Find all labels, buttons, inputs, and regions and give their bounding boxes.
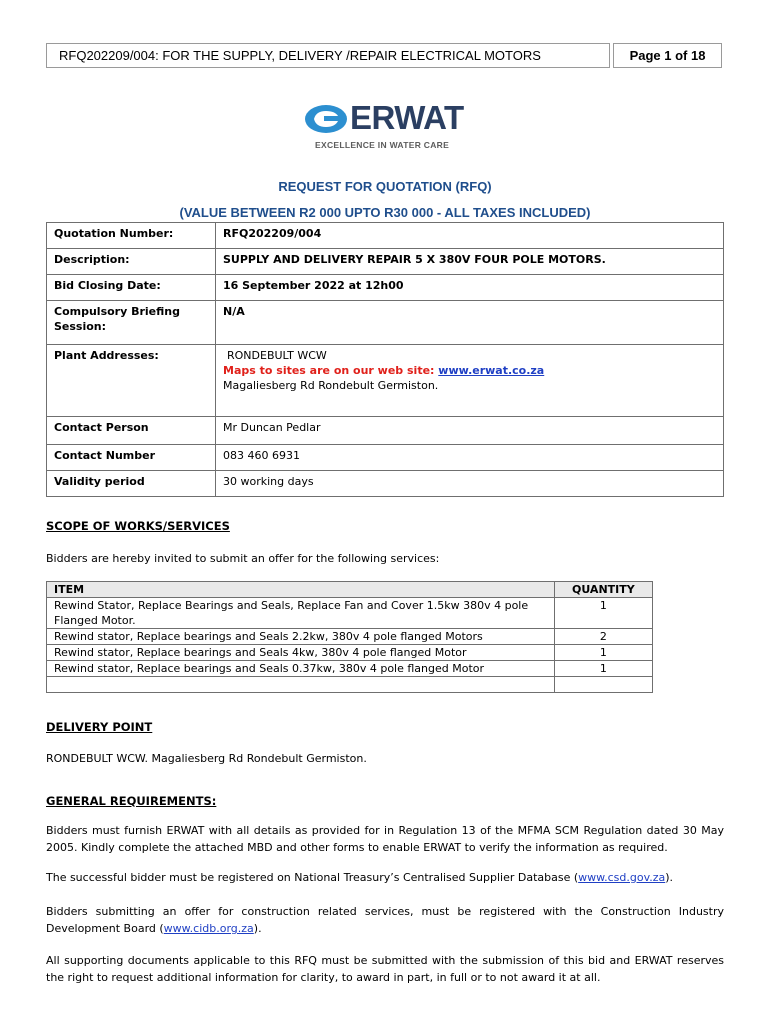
rfq-info-table: [46, 222, 724, 497]
briefing-label-line2: Session:: [54, 320, 107, 333]
description-value: SUPPLY AND DELIVERY REPAIR 5 X 380V FOUR POLE MOTORS.: [216, 249, 724, 275]
plant-name: RONDEBULT WCW: [227, 349, 327, 362]
table-row: [47, 345, 724, 417]
general-paragraph-1: Bidders must furnish ERWAT with all details as provided for in Regulation 13 of the MFMA SCM Regulation dated 30 May 2005. Kindly complete the attached MBD and other forms to enable ERWAT to verify the information as required.: [46, 824, 724, 854]
table-header-row: [47, 582, 653, 598]
item-description: Rewind stator, Replace bearings and Seals 2.2kw, 380v 4 pole flanged Motors: [47, 629, 555, 645]
briefing-label: [47, 301, 216, 345]
delivery-text: RONDEBULT WCW. Magaliesberg Rd Rondebult Germiston.: [46, 752, 367, 765]
plant-maps-text: Maps to sites are on our web site:: [223, 364, 439, 377]
table-row: [47, 645, 653, 661]
csd-link[interactable]: www.csd.gov.za: [578, 871, 666, 884]
erwat-website-link[interactable]: www.erwat.co.za: [438, 364, 545, 377]
table-row-empty: [47, 677, 653, 693]
delivery-heading: DELIVERY POINT: [46, 720, 153, 734]
plant-maps-line: [223, 364, 716, 377]
quotation-number-value: RFQ202209/004: [216, 223, 724, 249]
item-description: Rewind stator, Replace bearings and Seals 0.37kw, 380v 4 pole flanged Motor: [47, 661, 555, 677]
briefing-label-line1: Compulsory Briefing: [54, 305, 180, 318]
general-paragraph-3: [46, 903, 724, 937]
table-row: [47, 417, 724, 445]
item-column-header: ITEM: [47, 582, 555, 598]
cidb-link[interactable]: www.cidb.org.za: [163, 922, 254, 935]
item-description-line: Flanged Motor.: [54, 614, 136, 627]
item-quantity: 1: [554, 598, 652, 629]
document-header: [46, 43, 722, 68]
briefing-value: N/A: [216, 301, 724, 345]
bid-closing-label: Bid Closing Date:: [47, 275, 216, 301]
item-quantity: 1: [554, 645, 652, 661]
item-description-empty: [47, 677, 555, 693]
contact-person-label: Contact Person: [47, 417, 216, 445]
item-quantity: 1: [554, 661, 652, 677]
validity-label: Validity period: [47, 471, 216, 497]
rfq-value-range: (VALUE BETWEEN R2 000 UPTO R30 000 - ALL TAXES INCLUDED): [179, 205, 591, 220]
plant-value: [216, 345, 724, 417]
table-row: [47, 445, 724, 471]
table-row: [47, 249, 724, 275]
paragraph-text: ).: [665, 871, 674, 884]
paragraph-text: The successful bidder must be registered on National Treasury’s Centralised Supplier Database (: [46, 871, 579, 884]
items-table: [46, 581, 653, 693]
validity-value: 30 working days: [216, 471, 724, 497]
bid-closing-value: 16 September 2022 at 12h00: [216, 275, 724, 301]
erwat-logo: [304, 101, 466, 151]
table-row: [47, 629, 653, 645]
logo-wordmark: ERWAT: [350, 99, 464, 136]
erwat-mark-icon: [304, 104, 348, 134]
table-row: [47, 661, 653, 677]
contact-number-label: Contact Number: [47, 445, 216, 471]
general-paragraph-4: All supporting documents applicable to this RFQ must be submitted with the submission of this bid and ERWAT reserves the right to request additional information for clarity, to award in part, in full or to not award it at all.: [46, 954, 724, 984]
item-description-line: Rewind Stator, Replace Bearings and Seals, Replace Fan and Cover 1.5kw 380v 4 pole: [54, 599, 529, 612]
description-label: Description:: [47, 249, 216, 275]
scope-intro: Bidders are hereby invited to submit an offer for the following services:: [46, 552, 440, 565]
contact-person-value: Mr Duncan Pedlar: [216, 417, 724, 445]
paragraph-text: ).: [253, 922, 262, 935]
scope-heading: SCOPE OF WORKS/SERVICES: [46, 519, 230, 533]
page-number: Page 1 of 18: [613, 43, 722, 68]
quantity-column-header: QUANTITY: [554, 582, 652, 598]
plant-label: Plant Addresses:: [47, 345, 216, 417]
table-row: [47, 471, 724, 497]
general-paragraph-2: [46, 869, 724, 886]
logo-tagline: EXCELLENCE IN WATER CARE: [315, 140, 450, 150]
contact-number-value: 083 460 6931: [216, 445, 724, 471]
plant-address: Magaliesberg Rd Rondebult Germiston.: [223, 379, 439, 392]
table-row: [47, 223, 724, 249]
item-description: [47, 598, 555, 629]
item-quantity: 2: [554, 629, 652, 645]
rfq-title: REQUEST FOR QUOTATION (RFQ): [278, 179, 492, 194]
header-title: RFQ202209/004: FOR THE SUPPLY, DELIVERY /REPAIR ELECTRICAL MOTORS: [46, 43, 610, 68]
general-heading: GENERAL REQUIREMENTS:: [46, 794, 217, 808]
table-row: [47, 275, 724, 301]
item-description: Rewind stator, Replace bearings and Seals 4kw, 380v 4 pole flanged Motor: [47, 645, 555, 661]
table-row: [47, 598, 653, 629]
table-row: [47, 301, 724, 345]
quotation-number-label: Quotation Number:: [47, 223, 216, 249]
item-quantity-empty: [554, 677, 652, 693]
paragraph-text: Bidders submitting an offer for construction related services, must be registered with the Construction Industry Development Board (: [46, 905, 724, 935]
